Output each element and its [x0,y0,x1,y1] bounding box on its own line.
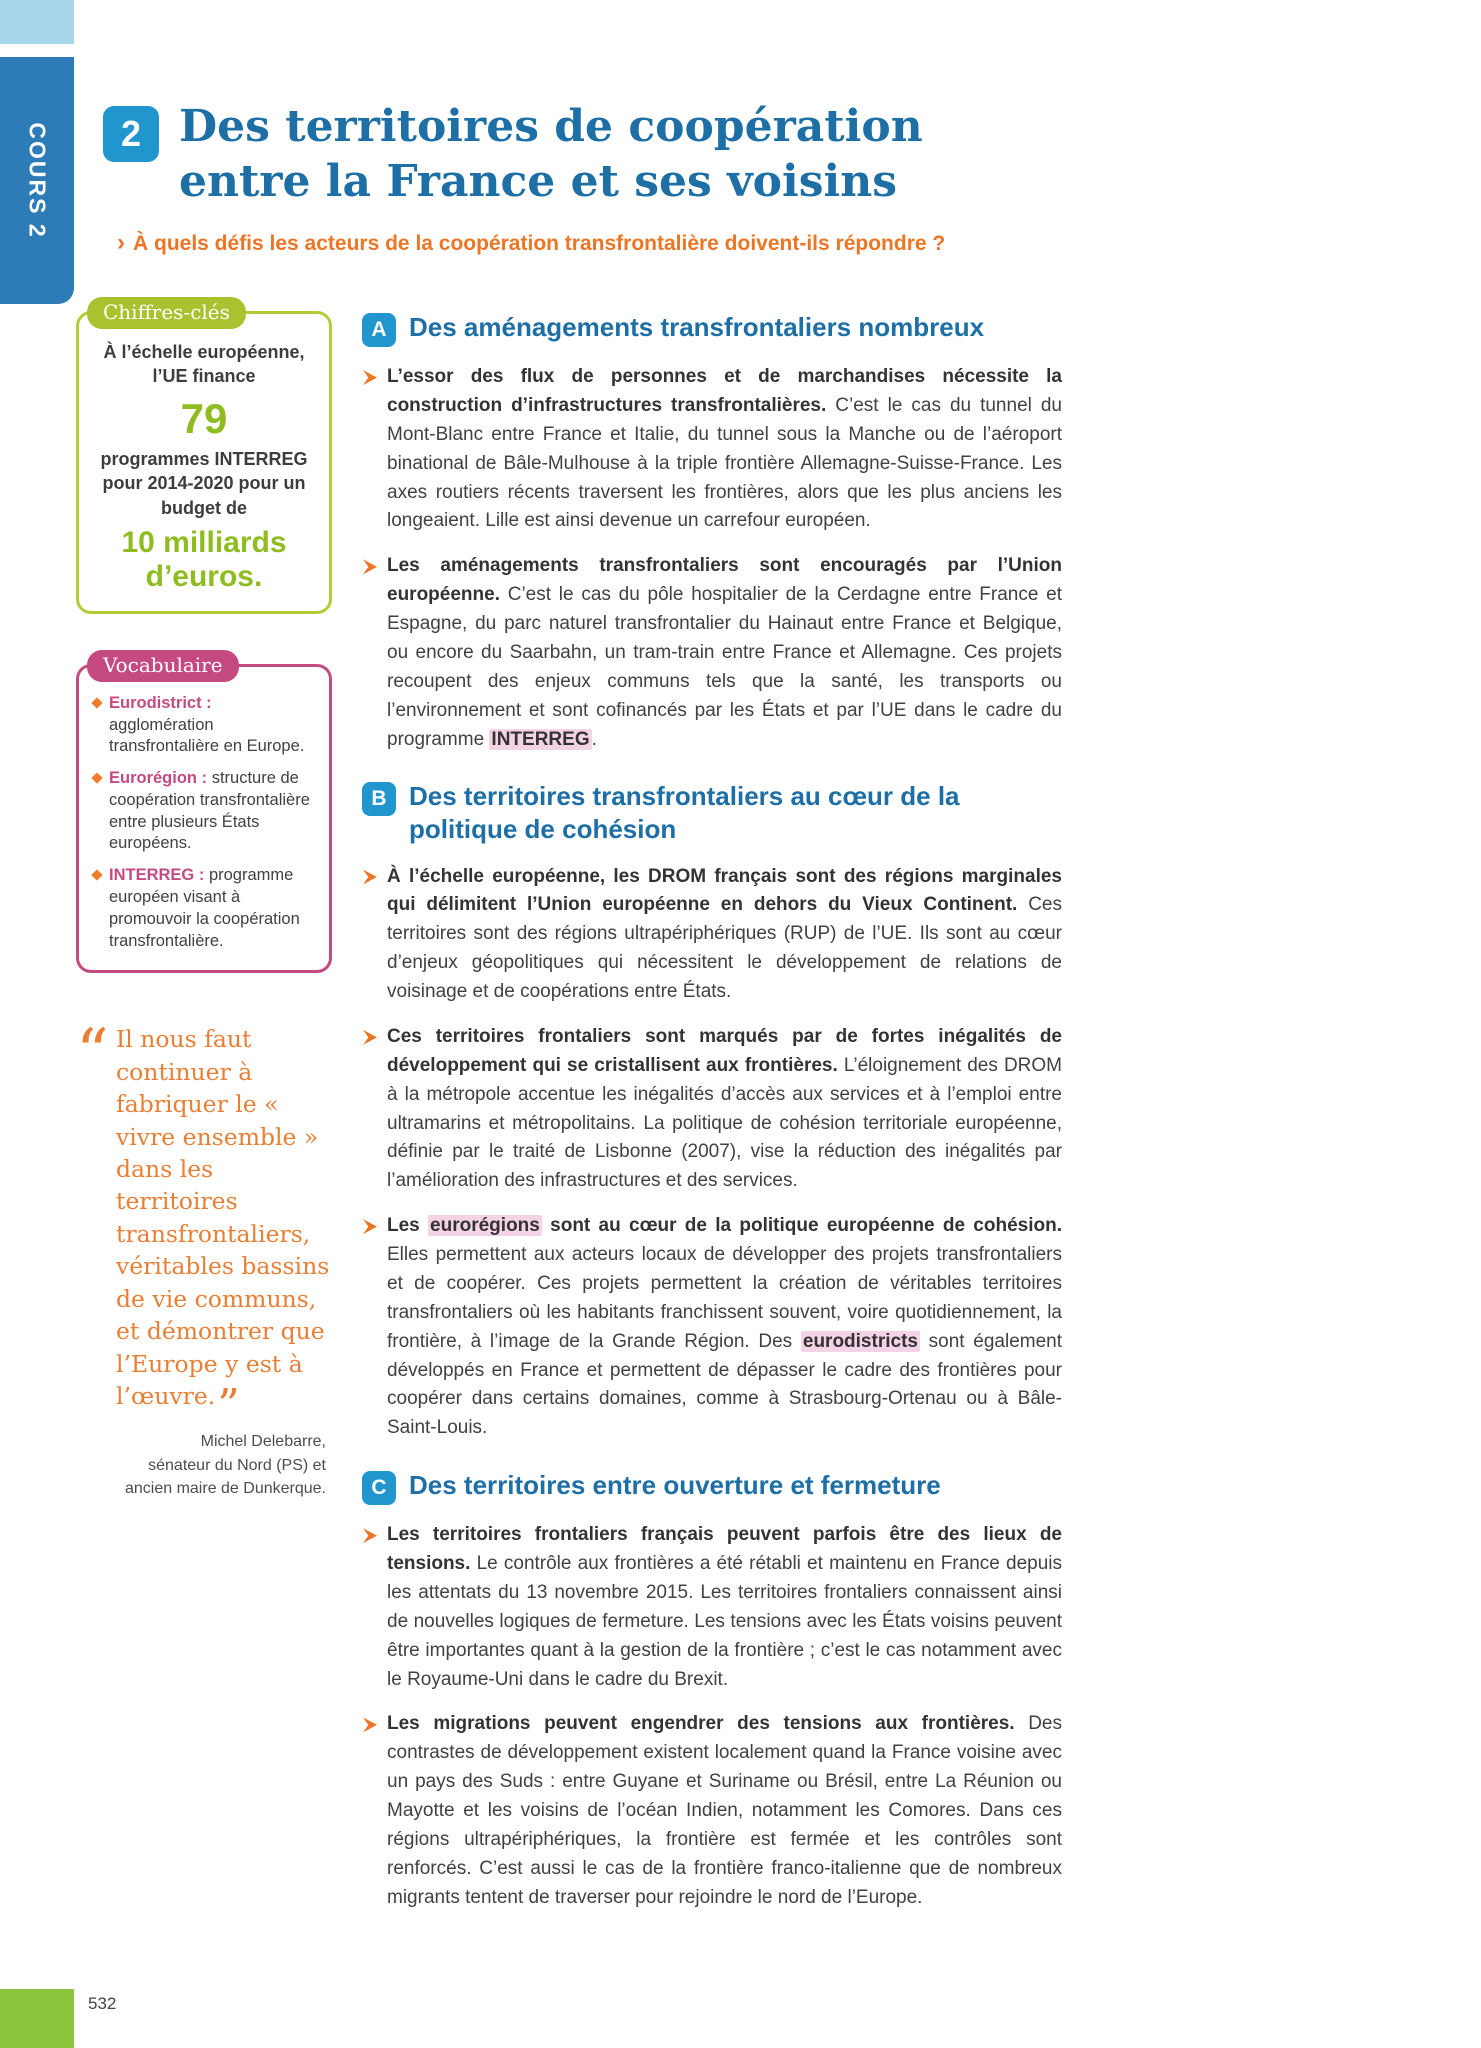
diamond-icon [91,870,102,881]
diamond-icon [91,697,102,708]
paragraph-text: Ces territoires sont des régions ultrapériphériques (RUP) de l’UE. Ils sont au cœur d’enjeux géopolitiques qui nécessitent le développement de relations de voisinage et de coopérations entre États. [387,894,1062,1002]
quote-attribution [116,1430,332,1500]
paragraph-text: C’est le cas du tunnel du Mont-Blanc entre France et Italie, du tunnel sous la Manche ou de l’aéroport binational de Bâle-Mulhouse à la triple frontière Allemagne-Suisse-France. Les axes routiers récents traversent les frontières, alors que les plus anciens les longeaient. Lille est ainsi devenue un carrefour européen. [387,394,1062,532]
top-left-strip [0,0,74,44]
paragraph-lead: Ces territoires frontaliers sont marqués par de fortes inégalités de développement qui se cristallisent aux frontières. [387,1025,1062,1076]
sidebar [76,300,332,1928]
paragraph [362,363,1062,536]
quote-text: Il nous faut continuer à fabriquer le « vivre ensemble » dans les territoires transfrontaliers, véritables bassins de vie communs, et démontrer que l’Europe y est à l’œuvre. [116,1025,330,1410]
paragraph [362,863,1062,1007]
vocab-item [92,768,316,855]
close-quote-icon [215,1391,238,1408]
paragraph-marker-icon [363,1528,377,1543]
section-letter-badge: B [362,782,396,816]
section-c-header [362,1469,1062,1505]
guiding-question [117,229,1481,257]
key-figure-79: 79 [180,394,228,442]
highlighted-term: eurodistricts [802,1330,918,1352]
cours-label: COURS 2 [24,122,51,239]
paragraph-text: Le contrôle aux frontières a été rétabli et maintenu en France depuis les attentats du 13 novembre 2015. Les territoires frontaliers connaissent ainsi de nouvelles logiques de fermeture. Les tensions avec les États voisins peuvent être importantes quant à la gestion de la frontière ; c’est le cas notamment avec le Royaume-Uni dans le cadre du Brexit. [387,1553,1062,1690]
key-figures-intro: À l’échelle européenne, l’UE finance [103,342,305,387]
vocab-definition: agglomération transfrontalière en Europe. [109,715,305,756]
quote-block [76,1023,332,1500]
paragraph-lead: Les aménagements transfrontaliers sont encouragés par l’Union européenne. [387,555,1062,606]
paragraph [362,552,1062,754]
cours-band [0,57,74,304]
vocab-definition: programme européen visant à promouvoir la coopération transfrontalière. [109,866,300,950]
paragraph-lead: Les migrations peuvent engendrer des tensions aux frontières. [387,1713,1015,1735]
bottom-left-strip [0,1989,74,2048]
quote-author-role1: sénateur du Nord (PS) et [148,1456,326,1474]
chevron-icon: › [117,229,125,257]
paragraph-text: sont également développés en France et permettent de dépasser le cadre des frontières pour coopérer dans certains domaines, comme à Strasbourg-Ortenau ou à Bâle-Saint-Louis. [387,1330,1062,1439]
paragraph [362,1023,1062,1196]
section-b-header [362,780,1062,846]
key-figure-budget: 10 milliards d’euros. [121,525,287,594]
page-title-line1: Des territoires de coopération [179,101,923,152]
vocab-term: Eurodistrict : [109,693,212,712]
paragraph-text: . [591,728,597,750]
vocab-item [92,693,316,758]
section-title: Des aménagements transfrontaliers nombreux [409,312,985,343]
paragraph-lead: sont au cœur de la politique européenne de cohésion. [541,1215,1062,1237]
page-title-line2: entre la France et ses voisins [179,155,897,207]
highlighted-term: eurorégions [430,1215,540,1237]
paragraph-marker-icon [363,870,377,885]
vocab-item [92,865,316,952]
section-title: Des territoires transfrontaliers au cœur de la politique de cohésion [409,781,960,845]
paragraph-marker-icon [363,1030,377,1045]
paragraph-marker-icon [363,559,377,574]
highlighted-term: INTERREG [491,728,590,750]
paragraph-text: L’éloignement des DROM à la métropole accentue les inégalités d’accès aux services et à l’emploi entre ultramarins et métropolitains. La politique de cohésion territoriale européenne, définie par le traité de Lisbonne (2007), vise la réduction des inégalités par l’amélioration des infrastructures et des services. [387,1054,1063,1192]
paragraph-lead: À l’échelle européenne, les DROM français sont des régions marginales qui délimitent l’Union européenne en dehors du Vieux Continent. [387,865,1062,916]
guiding-question-text: À quels défis les acteurs de la coopération transfrontalière doivent-ils répondre ? [133,232,946,256]
paragraph [362,1710,1062,1912]
paragraph-text: C’est le cas du pôle hospitalier de la Cerdagne entre France et Espagne, du parc naturel transfrontalier du Hainaut entre France et Belgique, ou encore du Saarbahn, un tram-train entre France et Allemagne. Ces projets recoupent des enjeux communs tels que la santé, les transports ou l’environnement et sont cofinancés par les États et par l’UE dans le cadre du programme [387,584,1062,750]
key-figures-mid: programmes INTERREG pour 2014-2020 pour un budget de [100,448,308,518]
lesson-column [362,311,1062,1928]
paragraph [362,1212,1062,1443]
section-letter-badge: C [362,1471,396,1505]
chapter-number-badge: 2 [103,106,159,162]
section-a-header [362,311,1062,347]
page-header [103,0,1481,257]
content-area [76,300,1421,1928]
vocab-definition: structure de coopération transfrontalière entre plusieurs États européens. [109,769,310,853]
paragraph-lead: Les [387,1215,429,1237]
paragraph-lead: L’essor des flux de personnes et de marchandises nécessite la construction d’infrastructures transfrontalières. [387,366,1062,416]
paragraph-text: Des contrastes de développement existent localement quand la France voisine avec un pays des Suds : entre Guyane et Suriname ou Brésil, entre La Réunion ou Mayotte et les voisins de l’océan Indien, notamment les Comores. Dans ces régions ultrapériphériques, la frontière est fermée et les contrôles sont renforcés. C’est aussi le cas de la frontière franco-italienne que de nombreux migrants tentent de traverser pour rejoindre le nord de l’Europe. [387,1713,1062,1908]
section-title: Des territoires entre ouverture et fermeture [409,1470,941,1501]
vocabulary-box [76,652,332,973]
paragraph-marker-icon [363,1219,377,1234]
paragraph-marker-icon [363,370,377,385]
paragraph-lead: Les territoires frontaliers français peuvent parfois être des lieux de tensions. [387,1524,1062,1574]
quote-author-role2: ancien maire de Dunkerque. [124,1479,326,1497]
vocab-term: Eurorégion : [109,769,208,788]
page-number: 532 [88,1994,117,2013]
key-figures-label: Chiffres-clés [87,297,246,329]
paragraph [362,1521,1062,1694]
paragraph-marker-icon [363,1717,377,1732]
section-letter-badge: A [362,313,396,347]
vocabulary-label: Vocabulaire [87,650,239,682]
page-title [179,100,923,209]
diamond-icon [91,773,102,784]
quote-author-name: Michel Delebarre, [200,1433,326,1451]
paragraph-text: Elles permettent aux acteurs locaux de développer des projets transfrontaliers et de coopérer. Ces projets permettent la création de véritables territoires transfrontaliers où les habitants franchissent souvent, voire quotidiennement, la frontière, à l’image de la Grande Région. Des [387,1244,1062,1352]
key-figures-box [76,300,332,614]
vocab-term: INTERREG : [109,866,205,885]
